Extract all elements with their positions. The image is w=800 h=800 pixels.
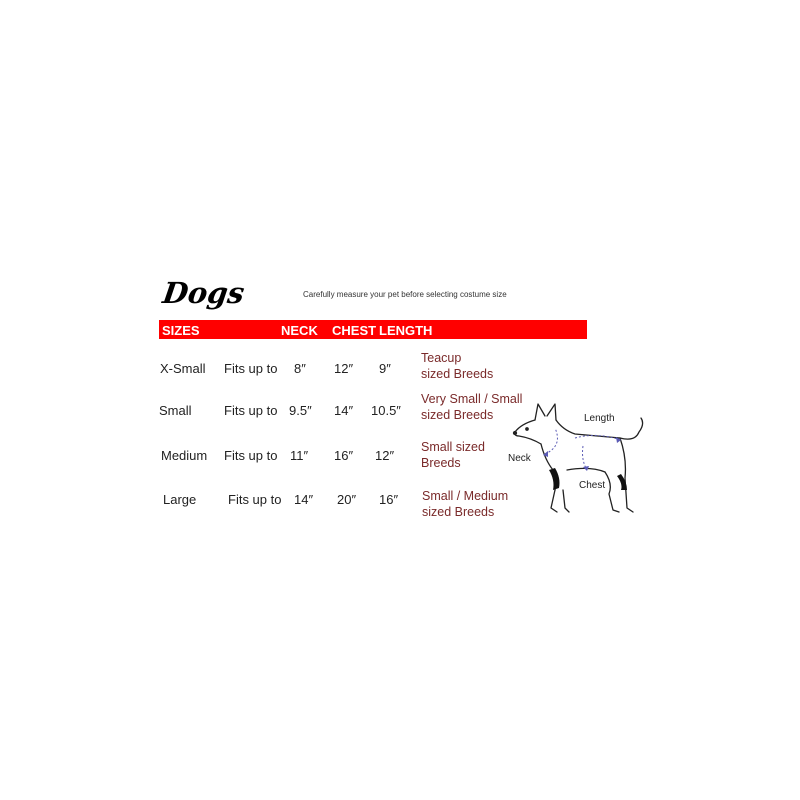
size-label: Small (159, 403, 192, 418)
breed-line-1: Small / Medium (422, 489, 509, 503)
size-label: X-Small (160, 361, 206, 376)
chest-value: 20″ (337, 492, 357, 507)
neck-value: 11″ (290, 448, 309, 463)
chest-value: 16″ (334, 448, 354, 463)
fits-label: Fits up to (224, 361, 278, 376)
fits-label: Fits up to (228, 492, 282, 507)
length-value: 10.5″ (371, 403, 401, 418)
dog-measurement-diagram (505, 398, 650, 523)
page-subtitle: Carefully measure your pet before selecting costume size (303, 290, 507, 299)
header-chest: CHEST (332, 323, 377, 338)
header-neck: NECK (281, 323, 318, 338)
page-title: Dogs (160, 276, 247, 310)
length-value: 16″ (379, 492, 399, 507)
diagram-label-neck: Neck (508, 453, 531, 464)
fits-label: Fits up to (224, 403, 278, 418)
breed-text (421, 350, 531, 382)
size-label: Medium (161, 448, 208, 463)
breed-line-2: sized Breeds (421, 408, 494, 422)
neck-value: 14″ (294, 492, 314, 507)
neck-value: 8″ (294, 361, 306, 376)
breed-line-2: sized Breeds (422, 505, 495, 519)
header-sizes: SIZES (162, 323, 200, 338)
diagram-label-chest: Chest (579, 480, 606, 491)
header-length: LENGTH (379, 323, 433, 338)
chest-value: 14″ (334, 403, 354, 418)
size-label: Large (163, 492, 197, 507)
breed-line-2: sized Breeds (421, 367, 494, 381)
diagram-label-length: Length (584, 413, 615, 424)
breed-line-2: Breeds (421, 456, 461, 470)
length-value: 9″ (379, 361, 391, 376)
breed-line-1: Teacup (421, 351, 462, 365)
fits-label: Fits up to (224, 448, 278, 463)
length-value: 12″ (375, 448, 395, 463)
chest-value: 12″ (334, 361, 354, 376)
breed-line-1: Very Small / Small (421, 392, 523, 406)
breed-line-1: Small sized (421, 440, 485, 454)
neck-value: 9.5″ (289, 403, 312, 418)
